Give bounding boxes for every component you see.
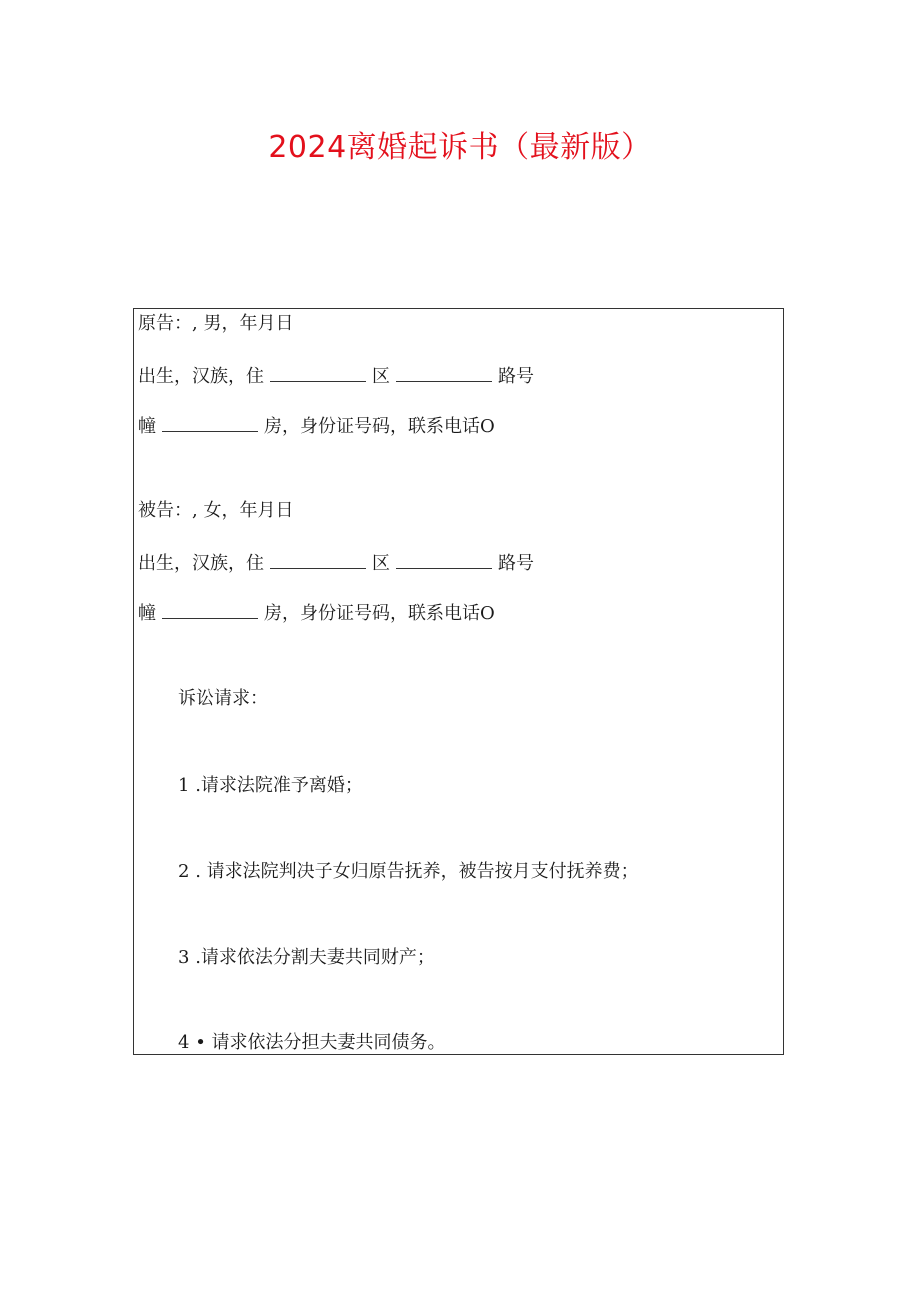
claim-text: .请求法院准予离婚； — [195, 775, 363, 796]
plaintiff-road-label: 路号 — [498, 366, 534, 387]
defendant-line-3 — [138, 600, 495, 626]
claim-number: 4 — [178, 1032, 190, 1053]
plaintiff-road-blank — [396, 363, 492, 382]
defendant-id-phone-label: 房，身份证号码，联系电话O — [264, 603, 495, 624]
plaintiff-room-blank — [162, 413, 258, 432]
plaintiff-district-blank — [270, 363, 366, 382]
claim-number: 2 — [178, 861, 190, 882]
plaintiff-line-3 — [138, 413, 495, 439]
plaintiff-line-2 — [138, 363, 534, 389]
claim-number: 3 — [178, 947, 190, 968]
defendant-line-1: 被告：, 女，年月日 — [138, 500, 294, 521]
defendant-birth-ethnicity-label: 出生，汉族，住 — [138, 553, 264, 574]
defendant-road-blank — [396, 550, 492, 569]
complaint-form-box — [133, 308, 784, 1055]
plaintiff-id-phone-label: 房，身份证号码，联系电话O — [264, 416, 495, 437]
defendant-district-blank — [270, 550, 366, 569]
defendant-room-blank — [162, 600, 258, 619]
claim-text: .请求依法分割夫妻共同财产； — [195, 947, 435, 968]
document-title: 2024离婚起诉书（最新版） — [268, 130, 652, 165]
claim-number: 1 — [178, 775, 190, 796]
defendant-district-label: 区 — [372, 553, 390, 574]
plaintiff-birth-ethnicity-label: 出生，汉族，住 — [138, 366, 264, 387]
claim-item — [178, 774, 363, 798]
claim-item — [178, 1031, 446, 1055]
claim-item — [178, 946, 435, 970]
claim-item — [178, 860, 639, 884]
plaintiff-district-label: 区 — [372, 366, 390, 387]
defendant-building-label: 幢 — [138, 603, 156, 624]
defendant-line-2 — [138, 550, 534, 576]
plaintiff-line-1: 原告：, 男，年月日 — [138, 313, 294, 334]
defendant-road-label: 路号 — [498, 553, 534, 574]
claims-heading: 诉讼请求： — [178, 688, 268, 709]
plaintiff-building-label: 幢 — [138, 416, 156, 437]
claim-text: . 请求法院判决子女归原告抚养，被告按月支付抚养费； — [195, 861, 639, 882]
claim-text: • 请求依法分担夫妻共同债务。 — [195, 1032, 446, 1053]
